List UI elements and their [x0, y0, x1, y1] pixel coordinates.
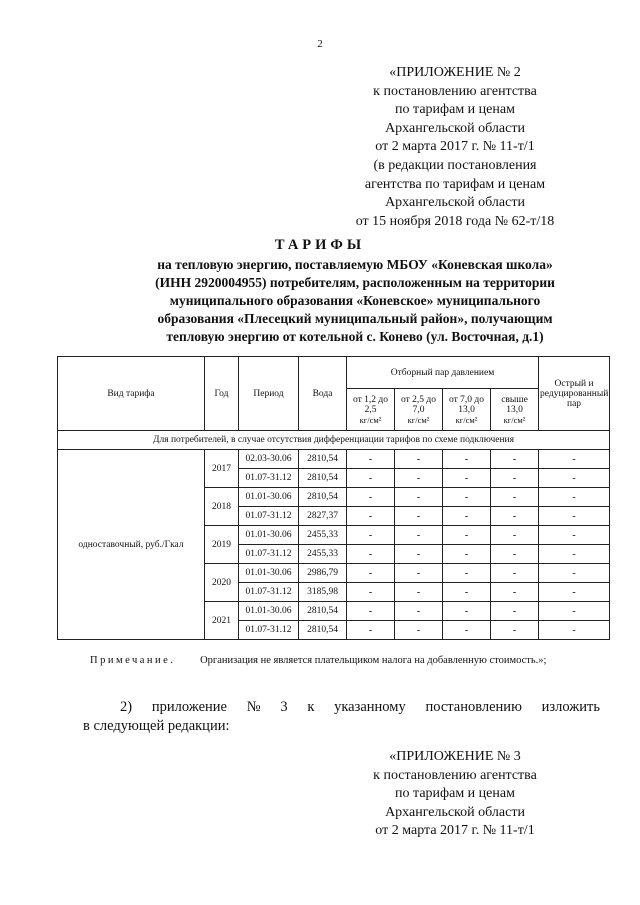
empty-value-cell: - — [347, 469, 395, 488]
empty-value-cell: - — [491, 602, 539, 621]
empty-value-cell: - — [395, 583, 443, 602]
header-tariff-type: Вид тарифа — [58, 357, 205, 431]
period-cell: 02.03-30.06 — [239, 450, 299, 469]
water-cell: 2810,54 — [299, 621, 347, 640]
subtitle-line: образования «Плесецкий муниципальный район», получающим — [157, 311, 553, 326]
tariff-table — [57, 356, 610, 640]
paragraph-word: к — [307, 699, 315, 715]
paragraph-word: 3 — [280, 699, 288, 715]
year-cell: 2020 — [205, 564, 239, 602]
empty-value-cell: - — [491, 564, 539, 583]
water-cell: 2810,54 — [299, 469, 347, 488]
empty-value-cell: - — [443, 488, 491, 507]
empty-value-cell: - — [539, 507, 610, 526]
empty-value-cell: - — [539, 469, 610, 488]
empty-value-cell: - — [491, 583, 539, 602]
empty-value-cell: - — [443, 507, 491, 526]
steam-range: от 1,2 до 2,5 — [353, 394, 388, 415]
empty-value-cell: - — [539, 545, 610, 564]
empty-value-cell: - — [347, 621, 395, 640]
appendix-2-line: агентства по тарифам и ценам — [364, 176, 546, 192]
empty-value-cell: - — [539, 583, 610, 602]
paragraph-word: приложение — [151, 699, 227, 715]
empty-value-cell: - — [347, 450, 395, 469]
subtitle-line: (ИНН 2920004955) потребителям, расположенным на территории — [155, 275, 555, 290]
period-cell: 01.01-30.06 — [239, 526, 299, 545]
empty-value-cell: - — [491, 507, 539, 526]
empty-value-cell: - — [395, 488, 443, 507]
header-water: Вода — [299, 357, 347, 431]
appendix-3-line: от 2 марта 2017 г. № 11-т/1 — [375, 823, 535, 839]
header-steam-col — [443, 389, 491, 431]
appendix-2-line: к постановлению агентства — [373, 83, 537, 99]
appendix-2-header — [340, 64, 570, 231]
appendix-2-line: по тарифам и ценам — [395, 102, 515, 118]
steam-unit: кг/см² — [455, 414, 478, 425]
paragraph-second-line: в следующей редакции: — [83, 718, 230, 734]
subtitle-line: муниципального образования «Коневское» муниципального — [169, 293, 541, 308]
empty-value-cell: - — [491, 621, 539, 640]
period-cell: 01.07-31.12 — [239, 469, 299, 488]
empty-value-cell: - — [443, 621, 491, 640]
steam-unit: кг/см² — [503, 414, 526, 425]
period-cell: 01.01-30.06 — [239, 564, 299, 583]
empty-value-cell: - — [347, 488, 395, 507]
note-text: Организация не является плательщиком налога на добавленную стоимость.»; — [200, 655, 547, 666]
paragraph-word: 2) — [120, 699, 133, 715]
note — [90, 655, 546, 666]
subtitle-line: на тепловую энергию, поставляемую МБОУ «Коневская школа» — [157, 257, 553, 272]
water-cell: 2810,54 — [299, 450, 347, 469]
period-cell: 01.07-31.12 — [239, 507, 299, 526]
paragraph-word: № — [246, 699, 261, 715]
empty-value-cell: - — [443, 564, 491, 583]
period-cell: 01.07-31.12 — [239, 621, 299, 640]
paragraph-word: изложить — [541, 699, 600, 715]
water-cell: 2455,33 — [299, 526, 347, 545]
document-subtitle — [110, 256, 600, 346]
header-year: Год — [205, 357, 239, 431]
period-cell: 01.07-31.12 — [239, 545, 299, 564]
year-cell: 2017 — [205, 450, 239, 488]
empty-value-cell: - — [539, 621, 610, 640]
empty-value-cell: - — [347, 602, 395, 621]
steam-unit: кг/см² — [407, 414, 430, 425]
water-cell: 2810,54 — [299, 602, 347, 621]
header-sharp-steam: Острый и редуцированный пар — [539, 357, 610, 431]
header-steam-col — [347, 389, 395, 431]
steam-unit: кг/см² — [359, 414, 382, 425]
note-label: Примечание. — [90, 655, 176, 666]
empty-value-cell: - — [395, 469, 443, 488]
appendix-2-line: от 15 ноября 2018 года № 62-т/18 — [355, 213, 555, 229]
empty-value-cell: - — [539, 602, 610, 621]
water-cell: 2827,37 — [299, 507, 347, 526]
empty-value-cell: - — [347, 583, 395, 602]
empty-value-cell: - — [443, 526, 491, 545]
appendix-3-line: к постановлению агентства — [373, 767, 537, 783]
table-row — [58, 450, 610, 469]
year-cell: 2021 — [205, 602, 239, 640]
empty-value-cell: - — [395, 507, 443, 526]
empty-value-cell: - — [491, 488, 539, 507]
empty-value-cell: - — [395, 621, 443, 640]
water-cell: 2986,79 — [299, 564, 347, 583]
empty-value-cell: - — [395, 564, 443, 583]
empty-value-cell: - — [395, 545, 443, 564]
appendix-3-line: «ПРИЛОЖЕНИЕ № 3 — [389, 749, 521, 764]
water-cell: 2810,54 — [299, 488, 347, 507]
year-cell: 2019 — [205, 526, 239, 564]
paragraph-word: указанному — [334, 699, 406, 715]
steam-range: от 7,0 до 13,0 — [449, 394, 484, 415]
appendix-2-line: Архангельской области — [385, 195, 525, 211]
appendix-2-line: от 2 марта 2017 г. № 11-т/1 — [375, 139, 535, 155]
empty-value-cell: - — [491, 545, 539, 564]
empty-value-cell: - — [443, 469, 491, 488]
empty-value-cell: - — [539, 564, 610, 583]
empty-value-cell: - — [347, 545, 395, 564]
page-number: 2 — [317, 38, 323, 50]
empty-value-cell: - — [347, 507, 395, 526]
empty-value-cell: - — [491, 526, 539, 545]
empty-value-cell: - — [395, 526, 443, 545]
empty-value-cell: - — [539, 488, 610, 507]
empty-value-cell: - — [347, 564, 395, 583]
period-cell: 01.07-31.12 — [239, 583, 299, 602]
appendix-2-line: «ПРИЛОЖЕНИЕ № 2 — [389, 65, 521, 80]
steam-range: от 2,5 до 7,0 — [401, 394, 436, 415]
empty-value-cell: - — [395, 450, 443, 469]
appendix-3-line: по тарифам и ценам — [395, 786, 515, 802]
appendix-3-header — [340, 748, 570, 841]
empty-value-cell: - — [443, 545, 491, 564]
appendix-2-line: (в редакции постановления — [373, 157, 537, 173]
paragraph-first-line — [120, 698, 600, 717]
appendix-2-line: Архангельской области — [385, 120, 525, 136]
empty-value-cell: - — [443, 583, 491, 602]
appendix-3-line: Архангельской области — [385, 804, 525, 820]
water-cell: 3185,98 — [299, 583, 347, 602]
header-steam-col — [491, 389, 539, 431]
year-cell: 2018 — [205, 488, 239, 526]
document-title: ТАРИФЫ — [274, 237, 366, 253]
empty-value-cell: - — [443, 450, 491, 469]
period-cell: 01.01-30.06 — [239, 602, 299, 621]
header-steam-col — [395, 389, 443, 431]
empty-value-cell: - — [443, 602, 491, 621]
empty-value-cell: - — [539, 450, 610, 469]
period-cell: 01.01-30.06 — [239, 488, 299, 507]
header-steam-group: Отборный пар давлением — [347, 357, 539, 389]
empty-value-cell: - — [539, 526, 610, 545]
subtitle-line: тепловую энергию от котельной с. Конево (ул. Восточная, д.1) — [166, 329, 544, 344]
water-cell: 2455,33 — [299, 545, 347, 564]
tariff-type-cell: одноставочный, руб./Гкал — [58, 450, 205, 640]
empty-value-cell: - — [395, 602, 443, 621]
empty-value-cell: - — [347, 526, 395, 545]
steam-range: свыше 13,0 — [501, 394, 528, 415]
empty-value-cell: - — [491, 450, 539, 469]
paragraph-word: постановлению — [425, 699, 522, 715]
paragraph — [83, 698, 600, 736]
section-label: Для потребителей, в случае отсутствия дифференциации тарифов по схеме подключения — [58, 431, 610, 450]
header-period: Период — [239, 357, 299, 431]
empty-value-cell: - — [491, 469, 539, 488]
